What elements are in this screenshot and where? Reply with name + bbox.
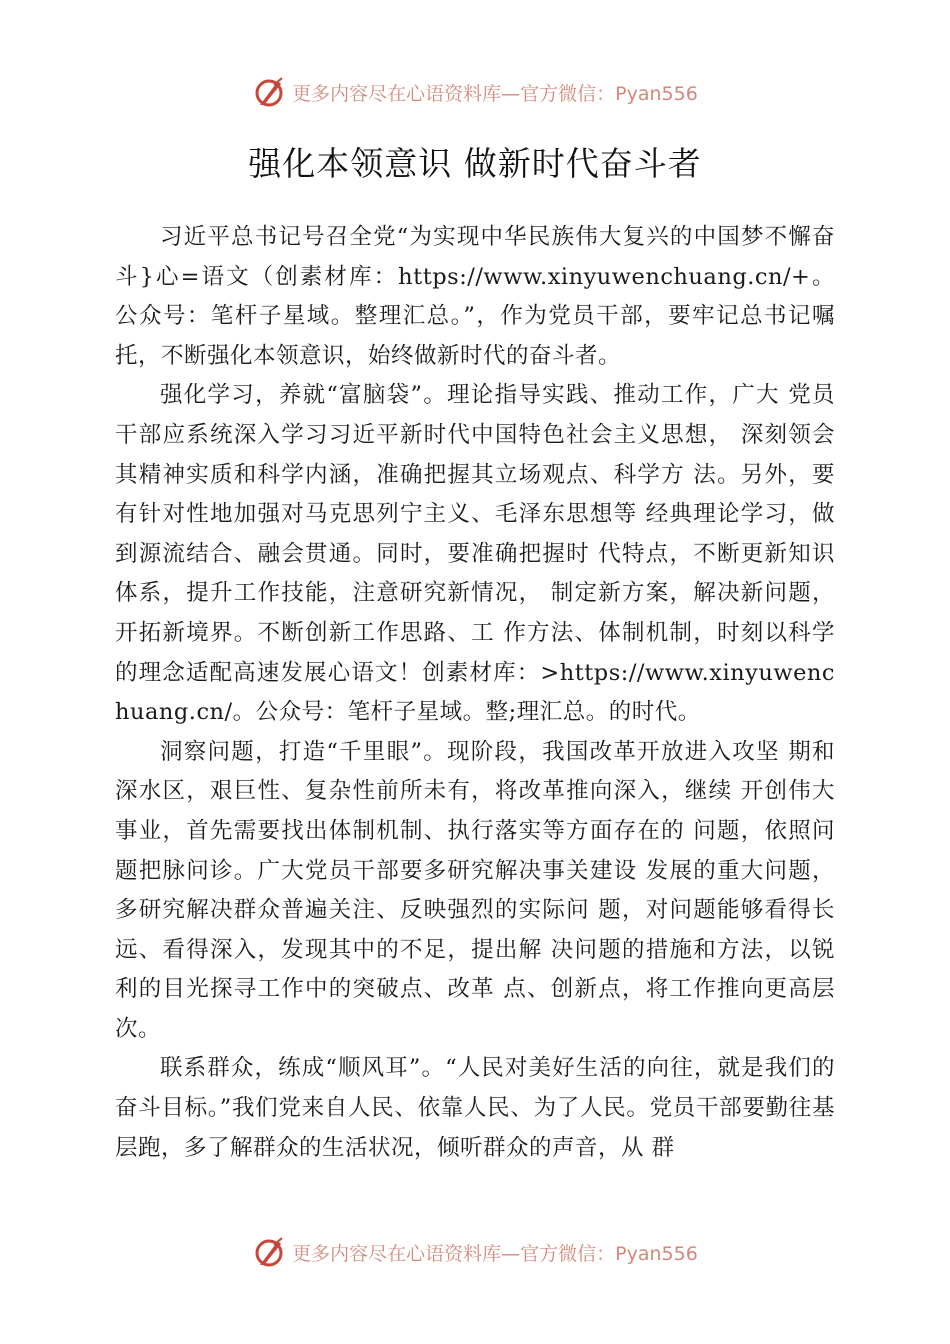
banner-text bbox=[292, 1239, 698, 1266]
banner-text bbox=[292, 79, 698, 106]
article-body bbox=[115, 218, 835, 1168]
wechat-id: Pyan556 bbox=[615, 82, 698, 105]
footer-banner bbox=[0, 1232, 950, 1272]
banner-label: 更多内容尽在心语资料库—官方微信： bbox=[292, 1242, 616, 1265]
paragraph-1: 习近平总书记号召全党“为实现中华民族伟大复兴的中国梦不懈奋斗}心=语文（创素材库：https://www.xinyuwenchuang.cn/+。公众号：笔杆子星域。整理汇总。”，作为党员干部，要牢记总书记嘱托，不断强化本领意识，始终做新时代的奋斗者。 bbox=[115, 224, 835, 369]
paragraph-2: 强化学习，养就“富脑袋”。理论指导实践、推动工作，广大 党员干部应系统深入学习习近平新时代中国特色社会主义思想， 深刻领会其精神实质和科学内涵，准确把握其立场观点、科学方 法。另外，要有针对性地加强对马克思列宁主义、毛泽东思想等 经典理论学习，做到源流结合、融会贯通。同时，要准确把握时 代特点，不断更新知识体系，提升工作技能，注意研究新情况， 制定新方案，解决新问题，开拓新境界。不断创新工作思路、工 作方法、体制机制，时刻以科学的理念适配高速发展心语文！创素材库：>https://www.xinyuwenchuang.cn/。公众号：笔杆子星域。整;理汇总。的时代。 bbox=[115, 382, 835, 726]
quill-pen-icon bbox=[252, 1235, 286, 1269]
header-banner bbox=[0, 72, 950, 112]
wechat-id: Pyan556 bbox=[615, 1242, 698, 1265]
page-title: 强化本领意识 做新时代奋斗者 bbox=[248, 144, 702, 183]
quill-pen-icon bbox=[252, 75, 286, 109]
banner-label: 更多内容尽在心语资料库—官方微信： bbox=[292, 82, 616, 105]
paragraph-3: 洞察问题，打造“千里眼”。现阶段，我国改革开放进入攻坚 期和深水区，艰巨性、复杂性前所未有，将改革推向深入，继续 开创伟大事业，首先需要找出体制机制、执行落实等方面存在的 问题，依照问题把脉问诊。广大党员干部要多研究解决事关建设 发展的重大问题，多研究解决群众普遍关注、反映强烈的实际问 题，对问题能够看得长远、看得深入，发现其中的不足，提出解 决问题的措施和方法，以锐利的目光探寻工作中的突破点、改革 点、创新点，将工作推向更高层次。 bbox=[115, 738, 835, 1042]
paragraph-4: 联系群众，练成“顺风耳”。“人民对美好生活的向往，就是我们的奋斗目标。”我们党来自人民、依靠人民、为了人民。党员干部要勤往基层跑，多了解群众的生活状况，倾听群众的声音，从 群 bbox=[115, 1055, 835, 1161]
